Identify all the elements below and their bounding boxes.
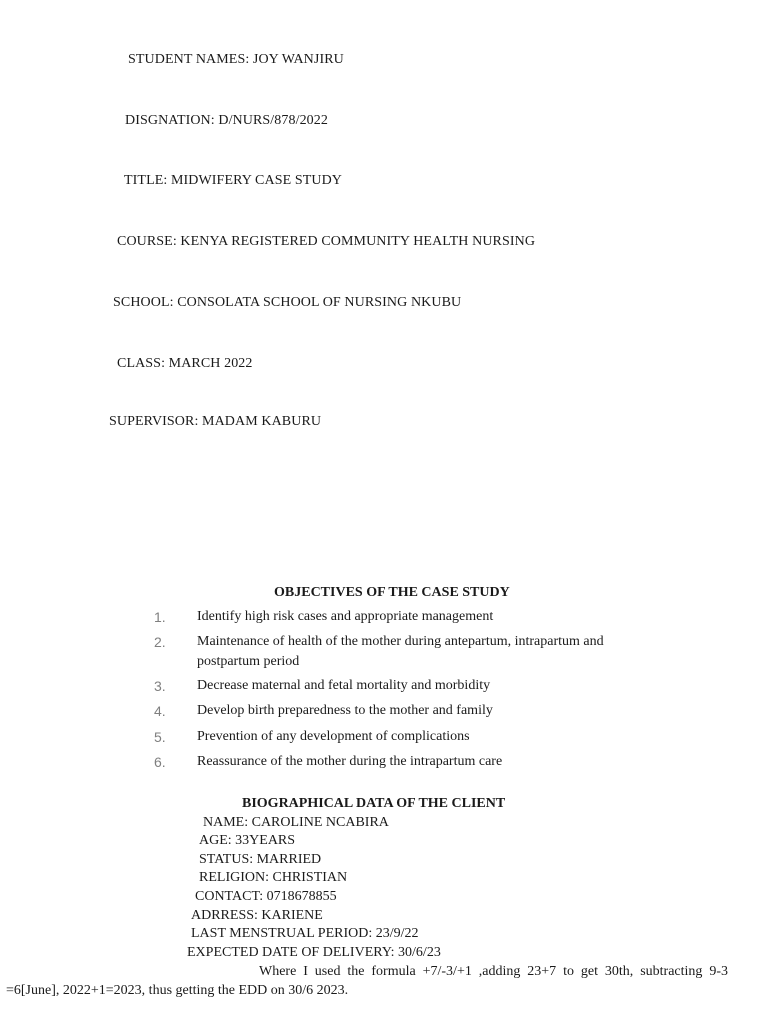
client-status: STATUS: MARRIED (199, 852, 322, 867)
list-item-text: Identify high risk cases and appropriate management (197, 609, 494, 624)
list-item-number: 6. (154, 754, 166, 770)
client-contact: CONTACT: 0718678855 (195, 889, 337, 904)
list-item-number: 2. (154, 634, 166, 650)
client-address: ADRRESS: KARIENE (191, 908, 323, 923)
client-age: AGE: 33YEARS (199, 833, 296, 848)
list-item-text: Prevention of any development of complications (197, 729, 470, 744)
biodata-heading: BIOGRAPHICAL DATA OF THE CLIENT (242, 796, 506, 811)
document-title: TITLE: MIDWIFERY CASE STUDY (124, 173, 343, 188)
list-item-text: Reassurance of the mother during the intrapartum care (197, 754, 503, 769)
list-item-text: Decrease maternal and fetal mortality and morbidity (197, 678, 491, 693)
list-item-text: Develop birth preparedness to the mother and family (197, 703, 493, 718)
list-item-number: 1. (154, 609, 166, 625)
edd-formula-note: Where I used the formula +7/-3/+1 ,adding 23+7 to get 30th, subtracting 9-3 =6[June], 2022+1=2023, thus getting the EDD on 30/6 2023. (6, 964, 728, 998)
objectives-heading: OBJECTIVES OF THE CASE STUDY (274, 585, 510, 600)
supervisor: SUPERVISOR: MADAM KABURU (109, 414, 322, 429)
class: CLASS: MARCH 2022 (117, 356, 253, 371)
last-menstrual-period: LAST MENSTRUAL PERIOD: 23/9/22 (191, 926, 419, 941)
expected-date-of-delivery: EXPECTED DATE OF DELIVERY: 30/6/23 (187, 945, 441, 960)
designation: DISGNATION: D/NURS/878/2022 (125, 113, 328, 128)
list-item-number: 5. (154, 729, 166, 745)
client-name: NAME: CAROLINE NCABIRA (203, 815, 389, 830)
list-item-number: 4. (154, 703, 166, 719)
list-item-text: Maintenance of health of the mother during antepartum, intrapartum and postpartum period (197, 634, 604, 669)
student-names: STUDENT NAMES: JOY WANJIRU (128, 52, 344, 67)
client-religion: RELIGION: CHRISTIAN (199, 870, 348, 885)
course: COURSE: KENYA REGISTERED COMMUNITY HEALTH NURSING (117, 234, 536, 249)
school: SCHOOL: CONSOLATA SCHOOL OF NURSING NKUBU (113, 295, 462, 310)
list-item-number: 3. (154, 678, 166, 694)
